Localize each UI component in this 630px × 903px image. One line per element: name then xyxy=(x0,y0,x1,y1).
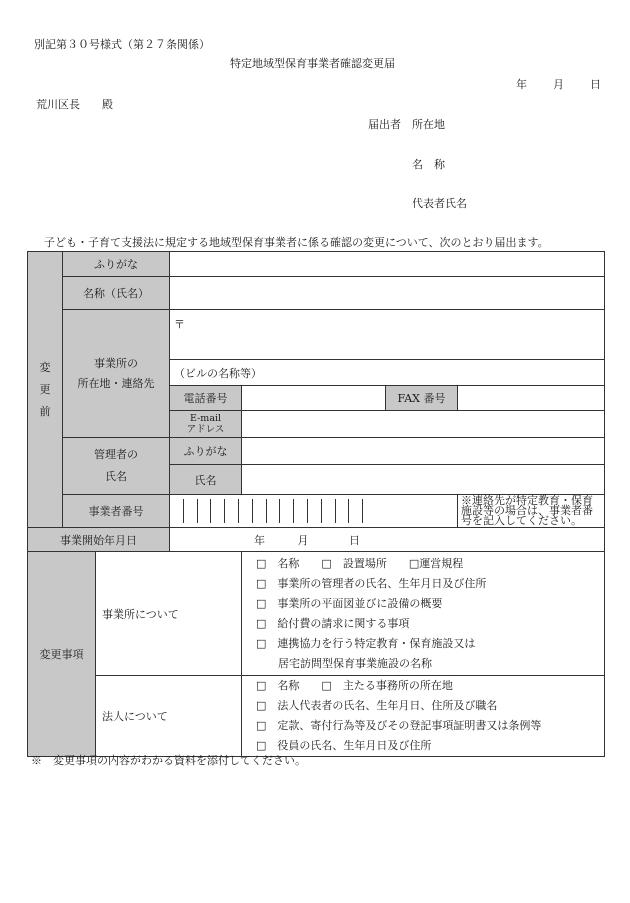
email-label-line1: E-mail xyxy=(189,413,222,424)
applicant-label: 届出者 xyxy=(368,118,401,131)
name-field[interactable] xyxy=(170,277,605,310)
date-day-label: 日 xyxy=(590,78,601,91)
start-year-label: 年 xyxy=(254,533,266,547)
manager-furigana-field[interactable] xyxy=(242,438,605,465)
form-table xyxy=(27,251,605,757)
addressee: 荒川区長 殿 xyxy=(36,98,113,111)
email-field[interactable] xyxy=(242,411,605,438)
manager-label-line1: 管理者の xyxy=(94,448,139,461)
change-items-label: 変更事項 xyxy=(28,552,96,757)
office-option-2[interactable]: □ 事業所の管理者の氏名、生年月日及び住所 xyxy=(256,576,487,590)
building-label: （ビルの名称等） xyxy=(174,366,263,380)
email-label xyxy=(170,411,242,438)
office-option-5[interactable]: □ 連携協力を行う特定教育・保育施設又は xyxy=(256,636,476,650)
manager-name-field[interactable] xyxy=(242,465,605,495)
postal-code-field[interactable] xyxy=(170,310,605,360)
date-year-label: 年 xyxy=(516,78,527,91)
operator-number-field[interactable] xyxy=(170,495,458,528)
fax-field[interactable] xyxy=(458,386,605,411)
start-date-label: 事業開始年月日 xyxy=(28,528,170,552)
start-day-label: 日 xyxy=(349,533,361,547)
date-month-label: 月 xyxy=(553,78,564,91)
manager-label xyxy=(63,438,170,495)
office-option-3[interactable]: □ 事業所の平面図並びに設備の概要 xyxy=(256,596,443,610)
corp-change-options[interactable] xyxy=(242,676,605,757)
representative-label: 代表者氏名 xyxy=(412,197,467,210)
document-title: 特定地域型保育事業者確認変更届 xyxy=(230,57,395,70)
corp-option-2[interactable]: □ 法人代表者の氏名、生年月日、住所及び職名 xyxy=(256,699,498,712)
office-option-5-cont: 居宅訪問型保育事業施設の名称 xyxy=(256,656,433,670)
footnote: ※ 変更事項の内容がわかる資料を添付してください。 xyxy=(31,754,306,767)
corp-section-label: 法人について xyxy=(96,676,242,757)
corp-option-1[interactable]: □ 名称 □ 主たる事務所の所在地 xyxy=(256,679,453,692)
start-month-label: 月 xyxy=(297,533,309,547)
operator-number-label: 事業者番号 xyxy=(63,495,170,528)
postal-mark: 〒 xyxy=(174,318,186,331)
manager-furigana-label: ふりがな xyxy=(170,438,242,465)
name-row-label: 名称（氏名） xyxy=(63,277,170,310)
furigana-field[interactable] xyxy=(170,252,605,277)
office-section-label: 事業所について xyxy=(96,552,242,676)
address-label: 所在地 xyxy=(412,118,445,131)
before-change-label: 変 更 前 xyxy=(28,252,63,528)
corp-option-4[interactable]: □ 役員の氏名、生年月日及び住所 xyxy=(256,739,432,752)
fax-label: FAX 番号 xyxy=(386,386,458,411)
building-field[interactable] xyxy=(170,360,605,386)
office-address-label xyxy=(63,310,170,438)
furigana-label: ふりがな xyxy=(63,252,170,277)
intro-text: 子ども・子育て支援法に規定する地域型保育事業者に係る確認の変更について、次のとおり届出ます。 xyxy=(44,236,549,249)
name-label: 名 称 xyxy=(412,158,445,171)
manager-label-line2: 氏名 xyxy=(105,470,128,483)
office-change-options[interactable] xyxy=(242,552,605,676)
form-number: 別記第３０号様式（第２７条関係） xyxy=(34,38,210,51)
manager-name-label: 氏名 xyxy=(170,465,242,495)
corp-option-3[interactable]: □ 定款、寄付行為等及びその登記事項証明書又は条例等 xyxy=(256,719,542,732)
phone-field[interactable] xyxy=(242,386,386,411)
start-date-field[interactable] xyxy=(170,528,605,552)
office-option-1[interactable]: □ 名称 □ 設置場所 □運営規程 xyxy=(256,556,464,570)
office-option-4[interactable]: □ 給付費の請求に関する事項 xyxy=(256,616,410,630)
operator-number-note: ※連絡先が特定教育・保育施設等の場合は、事業者番号を記入してください。 xyxy=(458,495,605,528)
phone-label: 電話番号 xyxy=(170,386,242,411)
office-label-line1: 事業所の xyxy=(94,356,139,370)
office-label-line2: 所在地・連絡先 xyxy=(77,376,155,390)
email-label-line2: アドレス xyxy=(186,424,225,435)
